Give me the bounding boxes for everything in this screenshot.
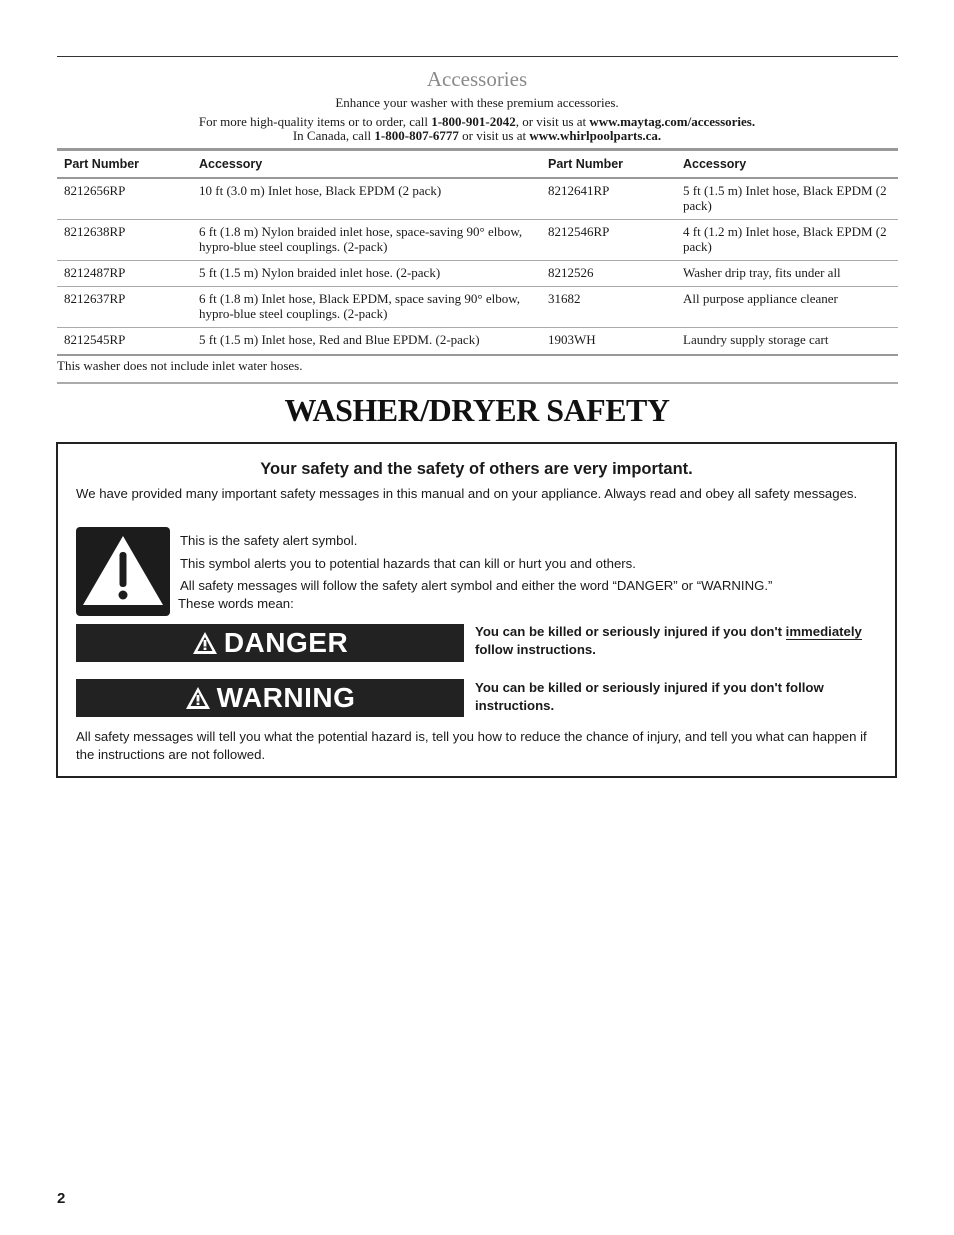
header-accessory: Accessory	[199, 157, 263, 171]
order-prefix: For more high-quality items or to order, call	[198, 114, 432, 129]
safety-heading: Your safety and the safety of others are very important.	[260, 460, 693, 478]
danger-text-a: You can be killed or seriously injured if you don't	[475, 624, 786, 639]
accessory-cell: 5 ft (1.5 m) Inlet hose, Red and Blue EPDM. (2-pack)	[199, 332, 480, 347]
accessory-cell: 5 ft (1.5 m) Inlet hose, Black EPDM (2 pack)	[683, 183, 887, 213]
part-number-cell: 8212638RP	[64, 224, 126, 239]
page-title: WASHER/DRYER SAFETY	[284, 392, 670, 428]
table-row	[57, 261, 898, 287]
part-number-cell: 8212526	[548, 265, 594, 280]
warning-label: WARNING	[216, 682, 356, 713]
accessory-cell: 6 ft (1.8 m) Inlet hose, Black EPDM, space saving 90° elbow, hypro-blue steel couplings. (2-pack)	[199, 291, 520, 321]
hoses-note: This washer does not include inlet water hoses.	[57, 358, 303, 373]
part-number-cell: 8212545RP	[64, 332, 126, 347]
header-part-number: Part Number	[64, 157, 140, 171]
canada-line	[0, 128, 954, 144]
accessory-cell: 4 ft (1.2 m) Inlet hose, Black EPDM (2 pack)	[683, 224, 887, 254]
accessory-cell: All purpose appliance cleaner	[683, 291, 838, 306]
accessories-table	[57, 148, 898, 356]
danger-label: DANGER	[223, 627, 349, 658]
canada-phone: 1-800-807-6777	[374, 128, 459, 143]
danger-text-emphasis: immediately	[785, 624, 862, 639]
canada-prefix: In Canada, call	[292, 128, 375, 143]
safety-box	[56, 442, 897, 778]
table-row	[57, 328, 898, 355]
header-accessory: Accessory	[683, 157, 747, 171]
danger-badge	[76, 624, 464, 662]
canada-url-link[interactable]: www.whirlpoolparts.ca.	[529, 128, 662, 143]
accessory-cell: 6 ft (1.8 m) Nylon braided inlet hose, space-saving 90° elbow, hypro-blue steel couplings. (2-pack)	[199, 224, 523, 254]
part-number-cell: 8212546RP	[548, 224, 610, 239]
order-mid: , or visit us at	[515, 114, 590, 129]
table-row	[57, 178, 898, 220]
accessory-cell: Laundry supply storage cart	[683, 332, 829, 347]
accessory-cell: 5 ft (1.5 m) Nylon braided inlet hose. (2-pack)	[199, 265, 441, 280]
accessory-cell: Washer drip tray, fits under all	[683, 265, 841, 280]
symbol-line-3: All safety messages will follow the safety alert symbol and either the word “DANGER” or “WARNING.”	[180, 578, 773, 593]
danger-description	[475, 623, 885, 659]
part-number-cell: 8212487RP	[64, 265, 126, 280]
part-number-cell: 1903WH	[548, 332, 596, 347]
warning-badge	[76, 679, 464, 717]
danger-text-c: follow instructions.	[475, 642, 596, 657]
safety-intro: We have provided many important safety messages in this manual and on your appliance. Always read and obey all safety messages.	[76, 486, 858, 501]
danger-alert-icon	[192, 631, 218, 655]
warning-alert-icon	[185, 686, 211, 710]
us-phone: 1-800-901-2042	[431, 114, 516, 129]
header-part-number: Part Number	[548, 157, 624, 171]
accessory-cell: 10 ft (3.0 m) Inlet hose, Black EPDM (2 pack)	[199, 183, 442, 198]
symbol-line-4: These words mean:	[178, 596, 294, 611]
part-number-cell: 8212656RP	[64, 183, 126, 198]
canada-mid: or visit us at	[458, 128, 530, 143]
part-number-cell: 31682	[548, 291, 581, 306]
warning-description: You can be killed or seriously injured if you don't follow instructions.	[475, 680, 824, 713]
table-row	[57, 287, 898, 328]
table-row	[57, 220, 898, 261]
part-number-cell: 8212641RP	[548, 183, 610, 198]
safety-closing: All safety messages will tell you what the potential hazard is, tell you how to reduce the chance of injury, and tell you what can happen if the instructions are not followed.	[76, 729, 867, 762]
accessories-intro: Enhance your washer with these premium accessories.	[335, 95, 619, 110]
top-rule	[57, 56, 898, 57]
symbol-line-2: This symbol alerts you to potential hazards that can kill or hurt you and others.	[180, 556, 636, 571]
part-number-cell: 8212637RP	[64, 291, 126, 306]
section-divider	[57, 382, 898, 384]
page-number: 2	[57, 1190, 66, 1207]
accessories-title: Accessories	[426, 67, 528, 91]
us-url-link[interactable]: www.maytag.com/accessories.	[589, 114, 756, 129]
safety-alert-icon	[76, 527, 170, 616]
symbol-line-1: This is the safety alert symbol.	[180, 533, 358, 548]
table-header-row	[57, 150, 898, 179]
